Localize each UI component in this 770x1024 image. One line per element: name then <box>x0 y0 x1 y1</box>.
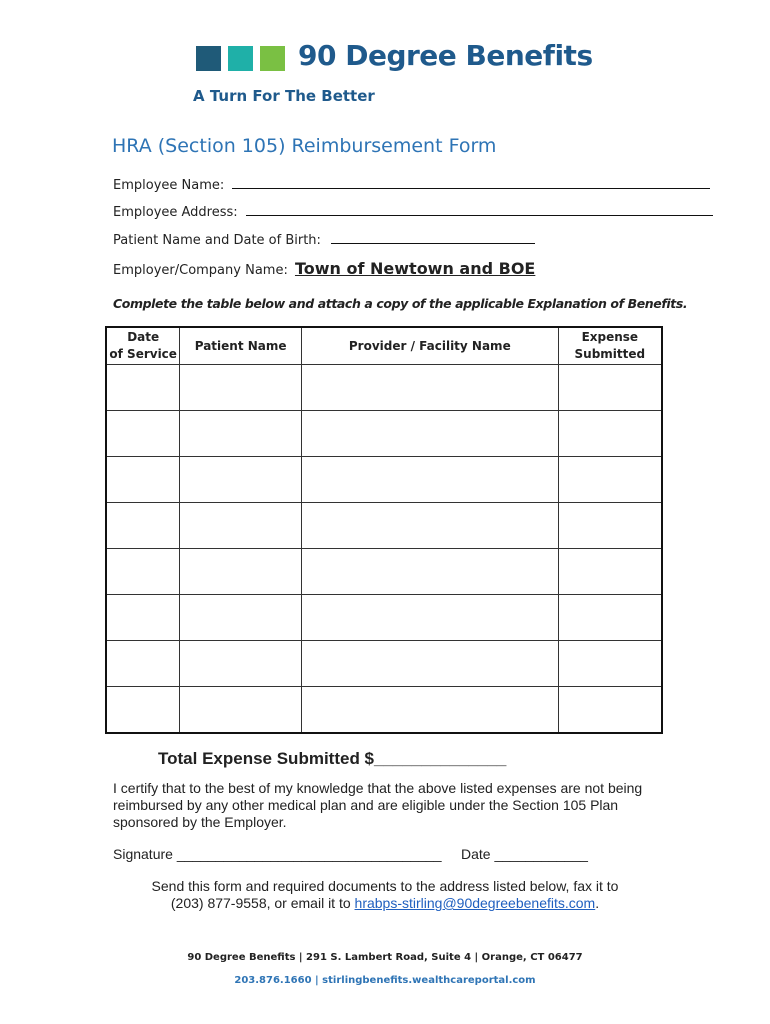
patient-cell[interactable] <box>180 687 302 734</box>
send-line1: Send this form and required documents to the address listed below, fax it to <box>151 878 619 894</box>
logo-square-teal <box>228 46 253 71</box>
send-line2-prefix: (203) 877-9558, or email it to <box>170 895 355 911</box>
expense-cell[interactable] <box>558 687 662 734</box>
header-provider: Provider / Facility Name <box>301 327 558 365</box>
footer-address: 90 Degree Benefits | 291 S. Lambert Road, Suite 4 | Orange, CT 06477 <box>187 952 583 963</box>
employer-value: Town of Newtown and BOE <box>294 259 536 278</box>
email-link[interactable]: hrabps-stirling@90degreebenefits.com <box>354 895 596 911</box>
patient-cell[interactable] <box>180 365 302 411</box>
date-cell[interactable] <box>106 549 180 595</box>
signature-field[interactable]: Signature __________________________________ <box>113 846 442 862</box>
patient-field[interactable] <box>113 231 535 248</box>
logo-brand-name: 90 Degree Benefits <box>298 39 593 72</box>
header-expense-line2: Submitted <box>574 347 646 361</box>
date-cell[interactable] <box>106 365 180 411</box>
date-cell[interactable] <box>106 595 180 641</box>
provider-cell[interactable] <box>301 411 558 457</box>
expense-cell[interactable] <box>558 365 662 411</box>
header-patient-name: Patient Name <box>180 327 302 365</box>
expense-cell[interactable] <box>558 595 662 641</box>
table-row <box>106 411 662 457</box>
provider-cell[interactable] <box>301 457 558 503</box>
table-row <box>106 595 662 641</box>
provider-cell[interactable] <box>301 365 558 411</box>
patient-line[interactable] <box>331 231 535 244</box>
send-instructions <box>0 878 770 912</box>
employee-address-field[interactable] <box>113 203 713 220</box>
expense-cell[interactable] <box>558 411 662 457</box>
header-date-line2: of Service <box>109 347 177 361</box>
provider-cell[interactable] <box>301 549 558 595</box>
expense-cell[interactable] <box>558 457 662 503</box>
patient-cell[interactable] <box>180 641 302 687</box>
table-instructions: Complete the table below and attach a copy of the applicable Explanation of Benefits. <box>113 296 688 311</box>
employee-name-label: Employee Name: <box>113 178 225 193</box>
employee-address-label: Employee Address: <box>113 205 238 220</box>
employer-label: Employer/Company Name: <box>113 263 288 278</box>
header-date-line1: Date <box>127 330 160 344</box>
header-expense-line1: Expense <box>581 330 639 344</box>
footer-contact: 203.876.1660 | stirlingbenefits.wealthcareportal.com <box>234 975 536 986</box>
form-title: HRA (Section 105) Reimbursement Form <box>112 135 497 157</box>
employee-address-line[interactable] <box>246 203 713 216</box>
table-row <box>106 503 662 549</box>
provider-cell[interactable] <box>301 595 558 641</box>
date-cell[interactable] <box>106 641 180 687</box>
patient-cell[interactable] <box>180 549 302 595</box>
employer-field <box>113 259 535 278</box>
header-expense-submitted <box>558 327 662 365</box>
patient-label: Patient Name and Date of Birth: <box>113 233 321 248</box>
expense-cell[interactable] <box>558 503 662 549</box>
table-header-row <box>106 327 662 365</box>
table-row <box>106 641 662 687</box>
table-row <box>106 549 662 595</box>
provider-cell[interactable] <box>301 687 558 734</box>
date-cell[interactable] <box>106 687 180 734</box>
certification-statement: I certify that to the best of my knowledge that the above listed expenses are not being reimbursed by any other medical plan and are eligible under the Section 105 Plan sponsored by the Employer. <box>113 780 643 830</box>
date-cell[interactable] <box>106 457 180 503</box>
date-cell[interactable] <box>106 503 180 549</box>
expense-cell[interactable] <box>558 549 662 595</box>
table-row <box>106 687 662 734</box>
provider-cell[interactable] <box>301 503 558 549</box>
expense-table <box>105 326 663 734</box>
table-row <box>106 365 662 411</box>
logo-square-green <box>260 46 285 71</box>
table-row <box>106 457 662 503</box>
patient-cell[interactable] <box>180 411 302 457</box>
logo-tagline: A Turn For The Better <box>193 87 375 105</box>
employee-name-field[interactable] <box>113 176 710 193</box>
send-line2-suffix: . <box>595 895 600 911</box>
header-date-of-service <box>106 327 180 365</box>
patient-cell[interactable] <box>180 503 302 549</box>
date-field[interactable]: Date ____________ <box>461 846 588 862</box>
date-cell[interactable] <box>106 411 180 457</box>
patient-cell[interactable] <box>180 457 302 503</box>
employee-name-line[interactable] <box>232 176 710 189</box>
expense-cell[interactable] <box>558 641 662 687</box>
total-expense-submitted[interactable]: Total Expense Submitted $______________ <box>158 749 507 768</box>
patient-cell[interactable] <box>180 595 302 641</box>
provider-cell[interactable] <box>301 641 558 687</box>
logo-square-navy <box>196 46 221 71</box>
